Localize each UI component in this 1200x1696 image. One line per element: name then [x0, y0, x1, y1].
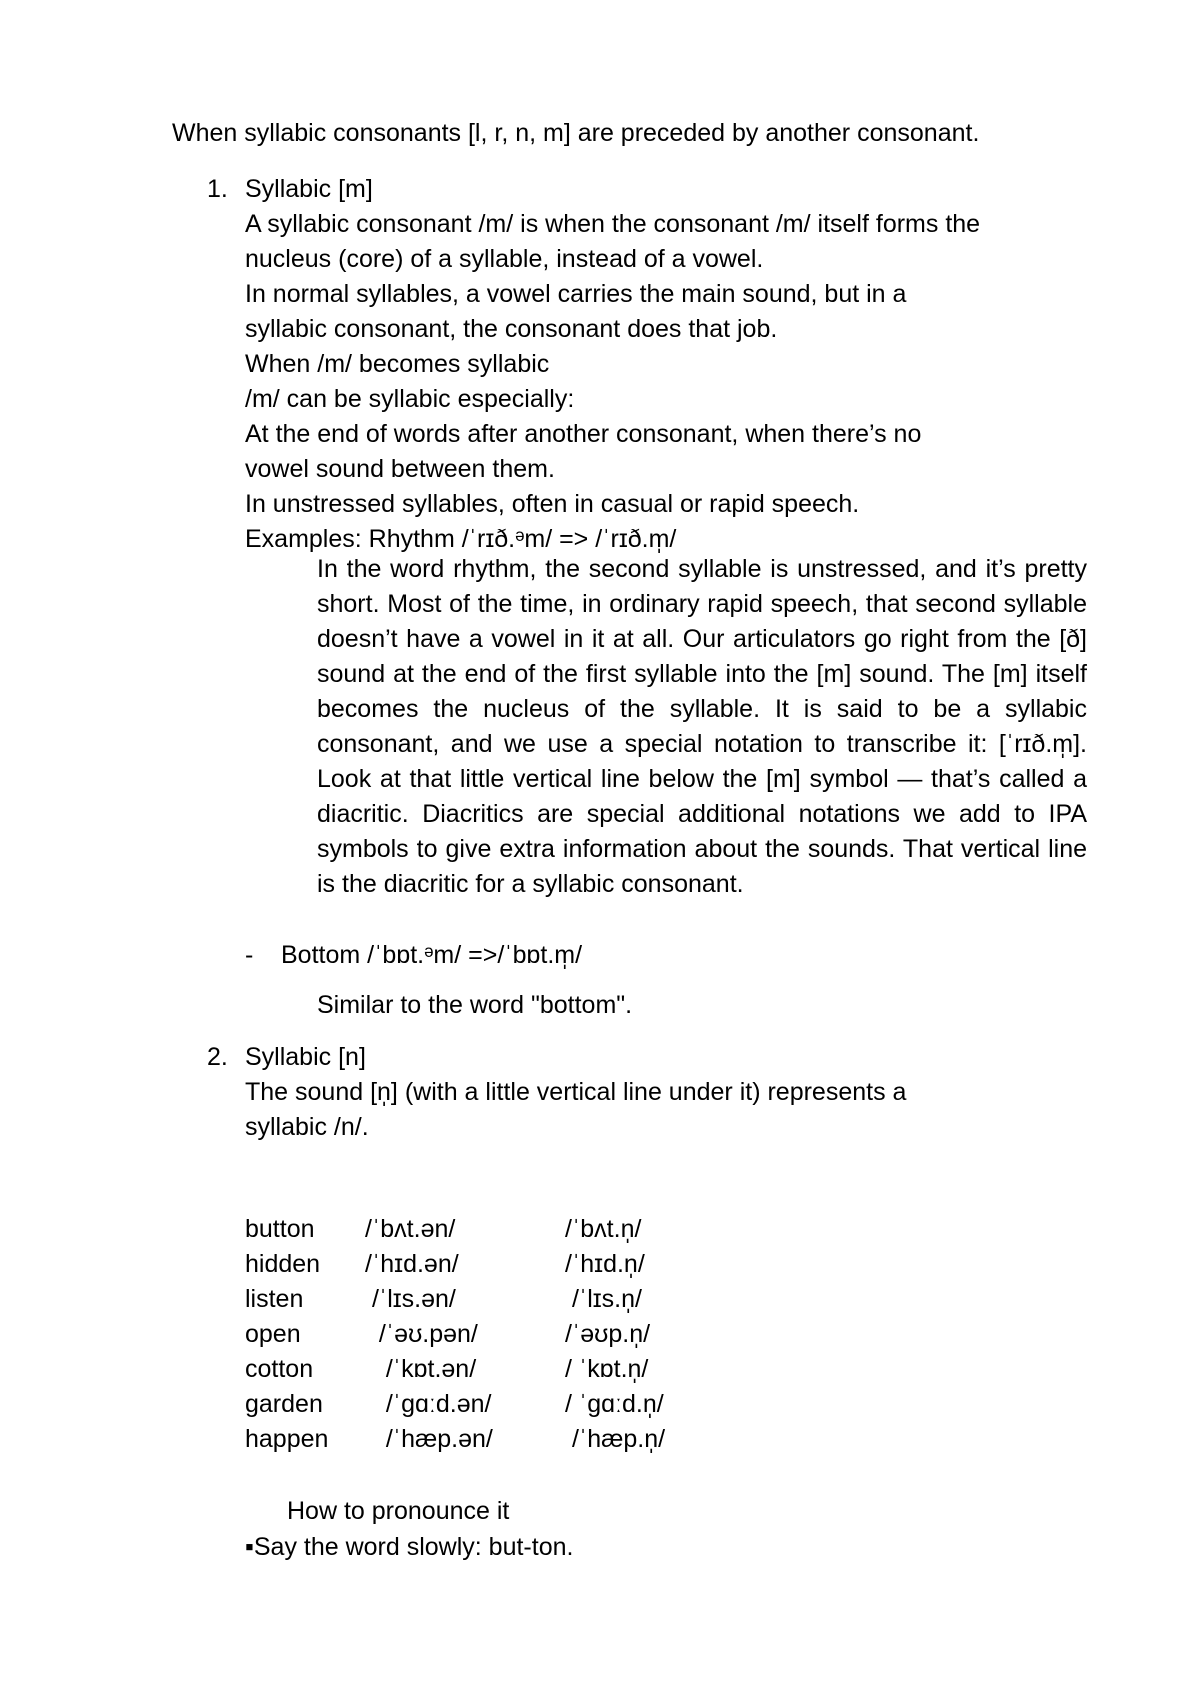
section-heading: Syllabic [n] — [245, 1043, 366, 1071]
rhythm-explanation: In the word rhythm, the second syllable is unstressed, and it’s pretty short. Most of the time, in ordinary rapid speech, that second syllable doesn’t have a vowel in it at all. Our articulators go right from the [ð] sound at the end of the first syllable into the [m] sound. The [m] itself becomes the nucleus of the syllable. It is said to be a syllabic consonant, and we use a special notation to transcribe it: [ˈrɪð.m̩]. Look at that little vertical line below the [m] symbol — that’s called a diacritic. Diacritics are special additional notations we add to IPA symbols to give extra information about the sounds. That vertical line is the diacritic for a syllabic consonant. — [317, 555, 1087, 898]
syllabic-ipa-cell: /ˈhæp.n̩/ — [565, 1425, 666, 1453]
table-row — [245, 1422, 665, 1457]
syllabic-ipa-cell: /ˈlɪs.n̩/ — [565, 1285, 642, 1313]
bottom-example-text: Bottom /ˈbɒt.ᵊm/ =>/ˈbɒt.m̩/ — [281, 941, 583, 969]
list-number: 1. — [207, 175, 228, 203]
full-ipa-cell: /ˈkɒt.ən/ — [365, 1355, 477, 1383]
section-line: syllabic /n/. — [245, 1113, 369, 1141]
syllabic-ipa-cell: / ˈɡɑːd.n̩/ — [565, 1390, 664, 1418]
section-line: At the end of words after another consonant, when there’s no — [245, 420, 922, 448]
syllabic-ipa-cell: /ˈbʌt.n̩/ — [565, 1215, 642, 1243]
similar-note: Similar to the word "bottom". — [317, 991, 633, 1019]
syllabic-ipa-cell: /ˈəʊp.n̩/ — [565, 1320, 651, 1348]
table-row — [245, 1247, 665, 1282]
list-number: 2. — [207, 1043, 228, 1071]
section-line: syllabic consonant, the consonant does that job. — [245, 315, 778, 343]
full-ipa-cell: /ˈəʊ.pən/ — [365, 1320, 478, 1348]
examples-line: Examples: Rhythm /ˈrɪð.ᵊm/ => /ˈrɪð.m̩/ — [245, 525, 677, 553]
full-ipa-cell: /ˈɡɑːd.ən/ — [365, 1390, 492, 1418]
section-line: vowel sound between them. — [245, 455, 555, 483]
full-ipa-cell: /ˈhɪd.ən/ — [365, 1250, 459, 1278]
section-syllabic-n — [207, 1040, 1095, 1145]
dash-marker: - — [245, 941, 254, 969]
section-syllabic-m — [207, 172, 1095, 557]
word-cell: cotton — [245, 1355, 314, 1383]
word-cell: hidden — [245, 1250, 321, 1278]
section-line: In unstressed syllables, often in casual or rapid speech. — [245, 490, 860, 518]
full-ipa-cell: /ˈhæp.ən/ — [365, 1425, 493, 1453]
word-cell: listen — [245, 1285, 304, 1313]
table-row — [245, 1212, 665, 1247]
table-row — [245, 1387, 665, 1422]
section-line: nucleus (core) of a syllable, instead of a vowel. — [245, 245, 764, 273]
syllabic-ipa-cell: / ˈkɒt.n̩/ — [565, 1355, 649, 1383]
word-cell: open — [245, 1320, 301, 1348]
section-line: A syllabic consonant /m/ is when the consonant /m/ itself forms the — [245, 210, 981, 238]
word-table — [245, 1212, 665, 1457]
section-line: In normal syllables, a vowel carries the main sound, but in a — [245, 280, 907, 308]
table-row — [245, 1282, 665, 1317]
full-ipa-cell: /ˈlɪs.ən/ — [365, 1285, 456, 1313]
section-line: The sound [n̩] (with a little vertical line under it) represents a — [245, 1078, 907, 1106]
table-row — [245, 1317, 665, 1352]
section-line: When /m/ becomes syllabic — [245, 350, 550, 378]
word-cell: garden — [245, 1390, 323, 1418]
word-cell: happen — [245, 1425, 329, 1453]
full-ipa-cell: /ˈbʌt.ən/ — [365, 1215, 456, 1243]
word-cell: button — [245, 1215, 315, 1243]
section-line: /m/ can be syllabic especially: — [245, 385, 575, 413]
how-to-pronounce-heading: How to pronounce it — [287, 1497, 510, 1525]
bullet-item: ▪Say the word slowly: but-ton. — [245, 1533, 574, 1561]
syllabic-ipa-cell: /ˈhɪd.n̩/ — [565, 1250, 645, 1278]
section-heading: Syllabic [m] — [245, 175, 373, 203]
intro-sentence: When syllabic consonants [l, r, n, m] are preceded by another consonant. — [172, 119, 980, 147]
table-row — [245, 1352, 665, 1387]
